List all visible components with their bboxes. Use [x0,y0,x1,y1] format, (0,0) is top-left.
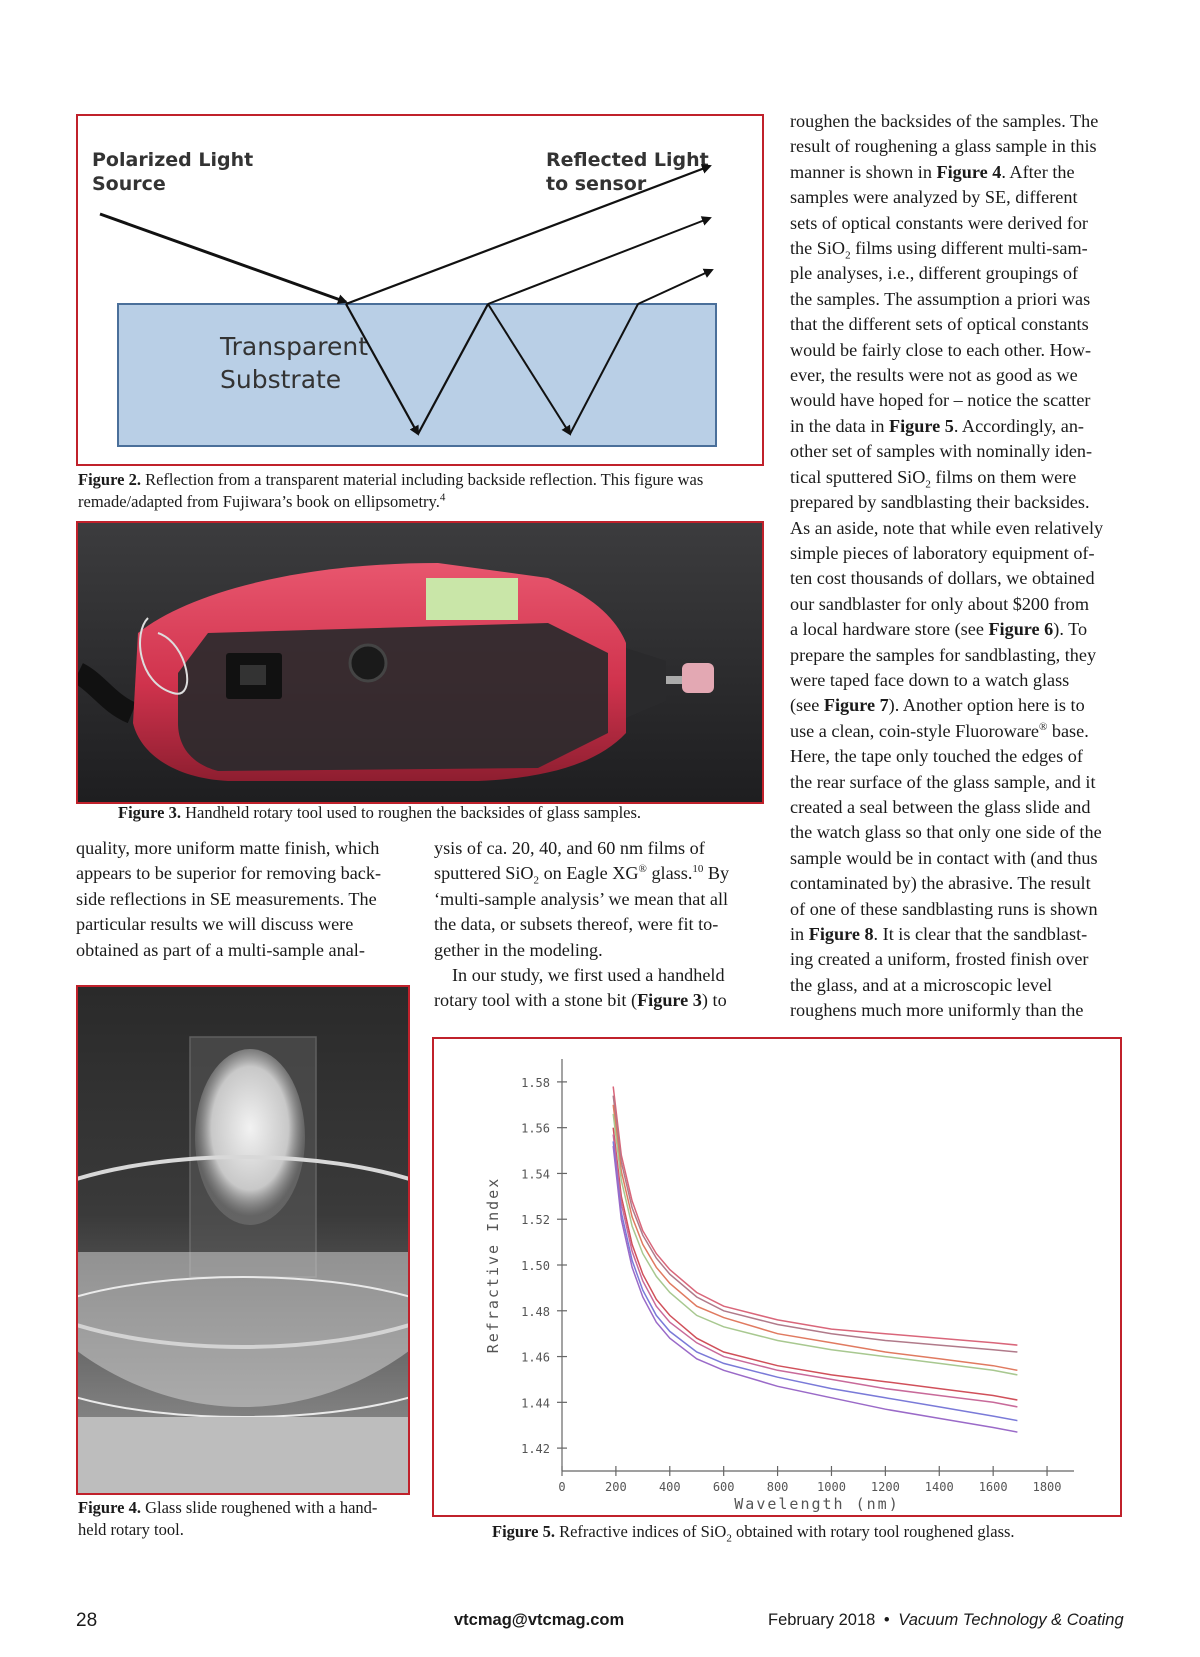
right-line-2: result of roughening a glass sample in this [790,136,1097,157]
right-line-28: created a seal between the glass slide and [790,796,1091,817]
right-line-34: ing created a uniform, frosted finish over [790,949,1089,970]
series-line-set-7 [613,1141,1017,1420]
left-column-text [76,836,409,963]
substrate-label-line2: Substrate [220,365,342,394]
right-line-14: other set of samples with nominally iden- [790,441,1093,462]
left-line-3: side reflections in SE measurements. The [76,888,377,909]
figure-4-caption-line2: held rotary tool. [78,1520,184,1539]
figure-3-caption-text: Handheld rotary tool used to roughen the backsides of glass samples. [180,803,642,822]
left-line-4: particular results we will discuss were [76,914,354,935]
x-tick-label: 0 [558,1480,566,1494]
y-axis-label: Refractive Index [484,1176,502,1354]
right-line-19: ten cost thousands of dollars, we obtained [790,568,1095,589]
right-line-31: contaminated by) the abrasive. The result [790,873,1091,894]
x-tick-label: 1600 [978,1480,1008,1494]
mid-line-3: ‘multi-sample analysis’ we mean that all [434,888,729,909]
right-line-6: the SiO$_2$ films using different multi-sam- [790,238,1088,262]
series-line-set-4 [613,1114,1017,1375]
figure-3-caption-label: Figure 3. [118,803,181,822]
figure-5-caption-label: Figure 5. [492,1522,555,1541]
glass-slide-photo [78,987,408,1493]
right-line-23: were taped face down to a watch glass [790,669,1070,690]
x-tick-label: 1000 [817,1480,846,1494]
mid-line-1: ysis of ca. 20, 40, and 60 nm films of [434,838,705,858]
right-line-12: would have hoped for – notice the scatter [790,390,1091,411]
y-tick-label: 1.44 [521,1396,550,1411]
figure-4-caption [78,1497,418,1541]
right-line-26: Here, the tape only touched the edges of [790,746,1083,767]
x-tick-label: 600 [712,1480,735,1494]
figure-3-caption [118,802,758,824]
figure-5-frame [432,1037,1122,1517]
figure-3-frame [76,521,764,804]
reflected-ray-3 [638,270,712,304]
x-tick-label: 1800 [1032,1480,1062,1494]
reflected-label-line1: Reflected Light [546,149,709,171]
series-line-set-1 [613,1087,1017,1346]
figure-2-frame [76,114,764,466]
right-line-9: that the different sets of optical constants [790,314,1089,335]
right-line-32: of one of these sandblasting runs is shown [790,898,1098,919]
figure-2-caption-text-2: remade/adapted from Fujiwara’s book on ellipsometry. [78,492,440,511]
footer-bullet: • [883,1611,890,1629]
right-line-13: in the data in Figure 5. Accordingly, an- [790,415,1084,436]
footer-date: February 2018 [768,1611,876,1629]
reflected-label-line2: to sensor [546,173,647,195]
right-line-17: As an aside, note that while even relatively [790,517,1104,538]
footer-issue [768,1611,1124,1630]
y-tick-label: 1.48 [521,1304,550,1319]
right-line-8: the samples. The assumption a priori was [790,288,1091,309]
figure-4-frame [76,985,410,1495]
x-axis-label: Wavelength (nm) [734,1495,900,1513]
right-line-20: our sandblaster for only about $200 from [790,593,1090,614]
figure-2-diagram [78,116,762,464]
right-line-25: use a clean, coin-style Fluoroware® base. [790,720,1089,741]
figure-4-caption-line1: Glass slide roughened with a hand- [140,1498,378,1517]
y-tick-label: 1.50 [521,1259,550,1273]
x-tick-label: 800 [766,1480,789,1494]
right-line-3: manner is shown in Figure 4. After the [790,161,1075,182]
footer-journal: Vacuum Technology & Coating [898,1611,1124,1629]
right-line-21: a local hardware store (see Figure 6). To [790,619,1088,640]
figure-5-caption: Figure 5. Refractive indices of SiO$_2$ obtained with rotary tool roughened glass. [492,1522,1015,1545]
refractive-index-chart [434,1039,1120,1515]
figure-2-caption [78,469,768,513]
right-line-16: prepared by sandblasting their backsides. [790,492,1090,513]
x-tick-label: 1200 [870,1480,900,1494]
page-number: 28 [76,1610,98,1631]
reflected-ray-2 [488,218,710,304]
right-line-33: in Figure 8. It is clear that the sandblast- [790,924,1088,944]
right-line-1: roughen the backsides of the samples. The [790,111,1099,131]
substrate-label-line1: Transparent [220,332,369,361]
y-tick-label: 1.54 [521,1167,550,1182]
figure-2-caption-label: Figure 2. [78,470,141,489]
x-tick-label: 1400 [924,1480,954,1494]
series-line-set-5 [613,1128,1017,1400]
incident-ray [100,214,346,302]
y-tick-label: 1.52 [521,1213,550,1228]
mid-line-7: rotary tool with a stone bit (Figure 3) to [434,990,727,1011]
y-tick-label: 1.56 [521,1121,550,1136]
right-line-27: the rear surface of the glass sample, and it [790,771,1096,792]
middle-column-text [434,836,767,1014]
reflected-ray-1 [346,166,710,304]
mid-line-6: In our study, we first used a handheld [452,965,725,986]
y-tick-label: 1.42 [521,1442,550,1457]
right-column-text [790,109,1123,1024]
right-line-7: ple analyses, i.e., different groupings of [790,263,1079,284]
source-label-line1: Polarized Light [92,149,254,171]
footer-email[interactable]: vtcmag@vtcmag.com [454,1611,625,1629]
right-line-29: the watch glass so that only one side of the [790,822,1102,843]
series-line-set-2 [613,1096,1017,1352]
figure-4-caption-label: Figure 4. [78,1498,141,1517]
right-line-11: ever, the results were not as good as we [790,365,1078,386]
right-line-4: samples were analyzed by SE, different [790,187,1078,208]
left-line-1: quality, more uniform matte finish, which [76,838,380,858]
right-line-10: would be fairly close to each other. How- [790,339,1092,360]
mid-line-4: the data, or subsets thereof, were fit to- [434,914,719,935]
right-line-36: roughens much more uniformly than the [790,1000,1084,1021]
right-line-18: simple pieces of laboratory equipment of- [790,542,1095,563]
right-line-35: the glass, and at a microscopic level [790,974,1053,995]
mid-line-5: gether in the modeling. [434,939,603,960]
left-line-5: obtained as part of a multi-sample anal- [76,939,365,960]
rotary-tool-photo [78,523,762,802]
y-tick-label: 1.58 [521,1075,550,1090]
mid-line-2: sputtered SiO$_2$ on Eagle XG® glass.$^{10}$ By [434,863,730,888]
right-line-30: sample would be in contact with (and thus [790,847,1098,868]
series-line-set-8 [613,1146,1017,1432]
right-line-24: (see Figure 7). Another option here is to [790,695,1085,716]
x-tick-label: 400 [658,1480,681,1494]
source-label-line2: Source [92,173,166,195]
right-line-15: tical sputtered SiO$_2$ films on them were [790,466,1077,491]
right-line-22: prepare the samples for sandblasting, they [790,644,1097,665]
figure-2-caption-ref: 4 [439,491,446,504]
left-line-2: appears to be superior for removing back- [76,863,382,884]
right-line-5: sets of optical constants were derived for [790,212,1088,233]
figure-2-caption-text-1: Reflection from a transparent material including backside reflection. This figure was [140,470,704,489]
y-tick-label: 1.46 [521,1350,550,1365]
x-tick-label: 200 [605,1480,627,1494]
